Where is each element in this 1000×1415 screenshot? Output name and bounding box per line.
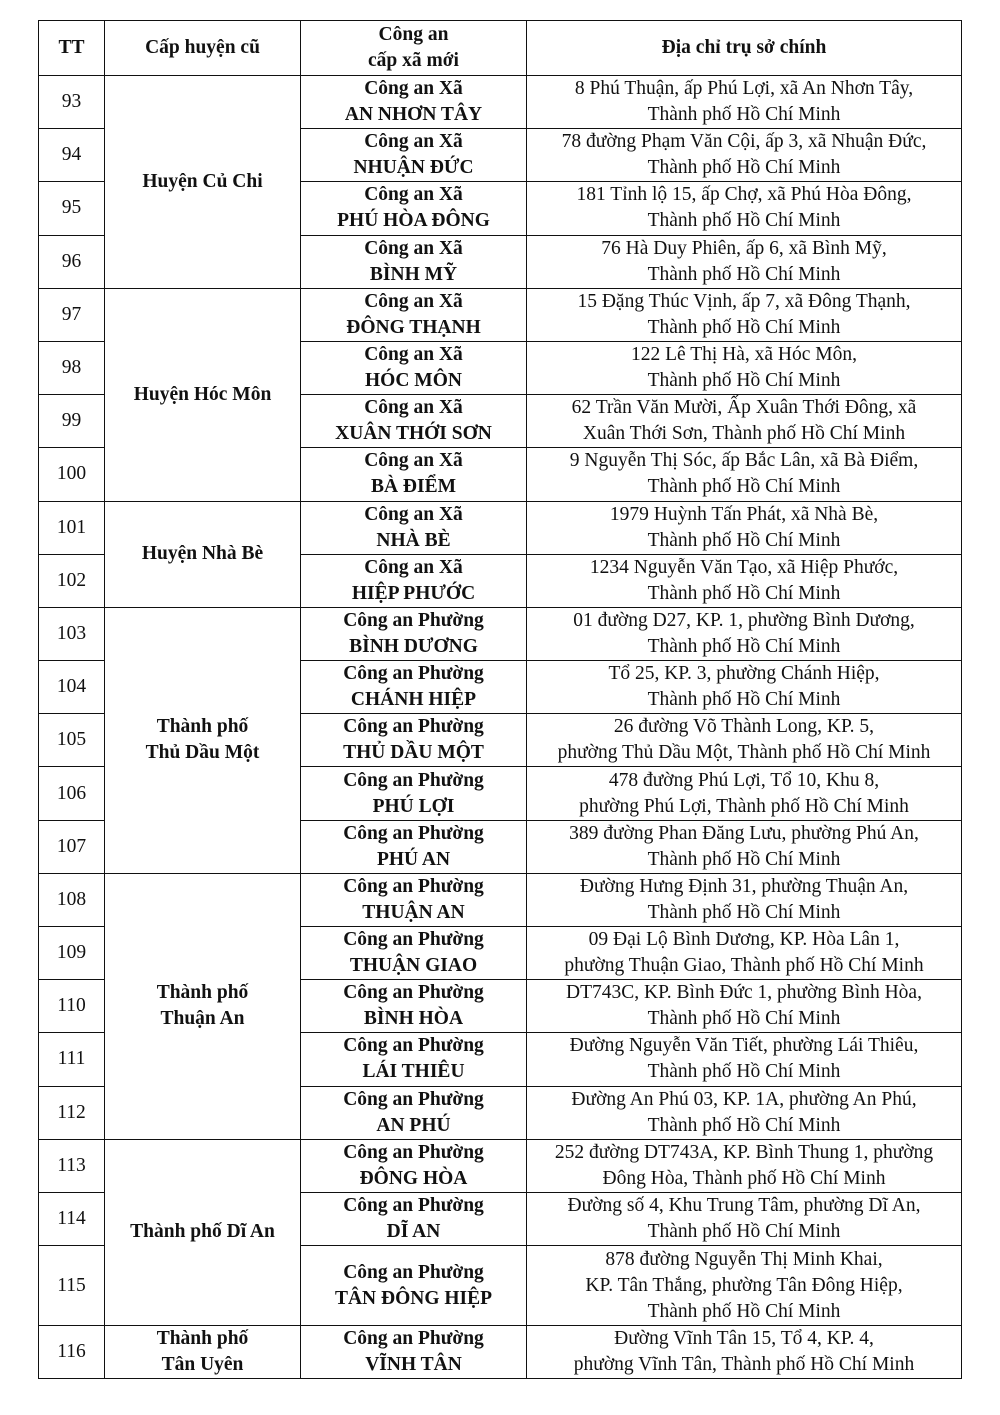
headquarters-address-line: 252 đường DT743A, KP. Bình Thung 1, phường bbox=[554, 1141, 934, 1163]
row-number: 101 bbox=[39, 501, 105, 554]
new-unit-name bbox=[301, 129, 527, 182]
headquarters-address bbox=[527, 1246, 962, 1326]
row-number: 100 bbox=[39, 448, 105, 501]
new-unit-name bbox=[301, 873, 527, 926]
table-row bbox=[39, 288, 962, 341]
headquarters-address-line: 76 Hà Duy Phiên, ấp 6, xã Bình Mỹ, bbox=[601, 237, 887, 259]
old-district-name-line: Huyện Hóc Môn bbox=[133, 383, 272, 405]
headquarters-address-line: 389 đường Phan Đăng Lưu, phường Phú An, bbox=[569, 822, 919, 844]
header-tt: TT bbox=[39, 21, 105, 76]
headquarters-address-line: Thành phố Hồ Chí Minh bbox=[647, 157, 841, 179]
new-unit-name-line: ĐÔNG HÒA bbox=[359, 1167, 468, 1189]
headquarters-address bbox=[527, 395, 962, 448]
new-unit-name bbox=[301, 76, 527, 129]
new-unit-name-line: AN PHÚ bbox=[376, 1114, 451, 1136]
headquarters-address-line: 62 Trần Văn Mười, Ấp Xuân Thới Đông, xã bbox=[571, 397, 917, 419]
police-units-table bbox=[38, 20, 962, 1379]
row-number: 106 bbox=[39, 767, 105, 820]
row-number: 98 bbox=[39, 341, 105, 394]
headquarters-address-line: 26 đường Võ Thành Long, KP. 5, bbox=[613, 716, 875, 738]
new-unit-name-line: BÌNH HÒA bbox=[363, 1008, 464, 1030]
row-number: 111 bbox=[39, 1033, 105, 1086]
old-district-name bbox=[105, 288, 301, 501]
headquarters-address-line: Đường Vĩnh Tân 15, Tổ 4, KP. 4, bbox=[614, 1328, 874, 1350]
old-district-name-line: Thành phố bbox=[156, 982, 249, 1004]
headquarters-address bbox=[527, 501, 962, 554]
headquarters-address-line: KP. Tân Thắng, phường Tân Đông Hiệp, bbox=[585, 1274, 903, 1296]
new-unit-name bbox=[301, 1246, 527, 1326]
headquarters-address bbox=[527, 76, 962, 129]
new-unit-name-line: Công an Phường bbox=[343, 769, 484, 791]
new-unit-name-line: Công an Xã bbox=[364, 78, 463, 100]
headquarters-address-line: 09 Đại Lộ Bình Dương, KP. Hòa Lân 1, bbox=[588, 929, 900, 951]
headquarters-address-line: Tổ 25, KP. 3, phường Chánh Hiệp, bbox=[608, 663, 880, 685]
new-unit-name-line: BÌNH DƯƠNG bbox=[349, 635, 478, 657]
new-unit-name-line: CHÁNH HIỆP bbox=[350, 689, 477, 711]
headquarters-address-line: Đường Hưng Định 31, phường Thuận An, bbox=[579, 875, 909, 897]
new-unit-name bbox=[301, 767, 527, 820]
table-row bbox=[39, 607, 962, 660]
headquarters-address-line: 78 đường Phạm Văn Cội, ấp 3, xã Nhuận Đức, bbox=[561, 131, 927, 153]
headquarters-address-line: Thành phố Hồ Chí Minh bbox=[647, 1008, 841, 1030]
headquarters-address-line: Thành phố Hồ Chí Minh bbox=[647, 901, 841, 923]
headquarters-address-line: Thành phố Hồ Chí Minh bbox=[647, 1114, 841, 1136]
row-number: 107 bbox=[39, 820, 105, 873]
new-unit-name-line: Công an Xã bbox=[364, 237, 463, 259]
headquarters-address-line: phường Vĩnh Tân, Thành phố Hồ Chí Minh bbox=[573, 1354, 915, 1376]
new-unit-name bbox=[301, 448, 527, 501]
headquarters-address-line: 9 Nguyễn Thị Sóc, ấp Bắc Lân, xã Bà Điểm, bbox=[569, 450, 919, 472]
new-unit-name-line: Công an Phường bbox=[343, 663, 484, 685]
headquarters-address-line: Thành phố Hồ Chí Minh bbox=[647, 689, 841, 711]
headquarters-address-line: 878 đường Nguyễn Thị Minh Khai, bbox=[605, 1248, 883, 1270]
new-unit-name-line: HÓC MÔN bbox=[365, 370, 462, 392]
new-unit-name bbox=[301, 607, 527, 660]
row-number: 102 bbox=[39, 554, 105, 607]
new-unit-name-line: Công an Phường bbox=[343, 982, 484, 1004]
headquarters-address-line: Thành phố Hồ Chí Minh bbox=[647, 1061, 841, 1083]
header-new-unit: Công an cấp xã mới bbox=[301, 21, 527, 76]
new-unit-name-line: DĨ AN bbox=[386, 1221, 441, 1243]
headquarters-address-line: 1979 Huỳnh Tấn Phát, xã Nhà Bè, bbox=[609, 503, 879, 525]
row-number: 103 bbox=[39, 607, 105, 660]
headquarters-address-line: 15 Đặng Thúc Vịnh, ấp 7, xã Đông Thạnh, bbox=[577, 290, 911, 312]
headquarters-address-line: phường Thuận Giao, Thành phố Hồ Chí Minh bbox=[564, 955, 924, 977]
header-row bbox=[39, 21, 962, 76]
old-district-name-line: Thành phố bbox=[156, 716, 249, 738]
headquarters-address bbox=[527, 980, 962, 1033]
new-unit-name-line: Công an Phường bbox=[343, 1035, 484, 1057]
old-district-name bbox=[105, 501, 301, 607]
headquarters-address bbox=[527, 661, 962, 714]
headquarters-address bbox=[527, 1139, 962, 1192]
row-number: 115 bbox=[39, 1246, 105, 1326]
old-district-name bbox=[105, 873, 301, 1139]
table-row bbox=[39, 1325, 962, 1378]
headquarters-address-line: Thành phố Hồ Chí Minh bbox=[647, 848, 841, 870]
new-unit-name-line: BÌNH MỸ bbox=[369, 263, 458, 285]
row-number: 93 bbox=[39, 76, 105, 129]
headquarters-address-line: 8 Phú Thuận, ấp Phú Lợi, xã An Nhơn Tây, bbox=[574, 78, 914, 100]
new-unit-name-line: BÀ ĐIỂM bbox=[370, 476, 457, 498]
headquarters-address-line: Thành phố Hồ Chí Minh bbox=[647, 1300, 841, 1322]
new-unit-name bbox=[301, 288, 527, 341]
table-row bbox=[39, 76, 962, 129]
row-number: 99 bbox=[39, 395, 105, 448]
new-unit-name-line: VĨNH TÂN bbox=[365, 1354, 462, 1376]
new-unit-name-line: AN NHƠN TÂY bbox=[344, 104, 483, 126]
new-unit-name-line: NHUẬN ĐỨC bbox=[353, 157, 474, 179]
new-unit-name-line: THUẬN GIAO bbox=[349, 955, 478, 977]
row-number: 97 bbox=[39, 288, 105, 341]
headquarters-address-line: Thành phố Hồ Chí Minh bbox=[647, 476, 841, 498]
row-number: 95 bbox=[39, 182, 105, 235]
headquarters-address bbox=[527, 1033, 962, 1086]
new-unit-name bbox=[301, 820, 527, 873]
headquarters-address-line: 122 Lê Thị Hà, xã Hóc Môn, bbox=[630, 344, 857, 366]
new-unit-name bbox=[301, 395, 527, 448]
headquarters-address-line: Đường số 4, Khu Trung Tâm, phường Dĩ An, bbox=[567, 1195, 921, 1217]
new-unit-name-line: Công an Phường bbox=[343, 1195, 484, 1217]
headquarters-address-line: Thành phố Hồ Chí Minh bbox=[647, 370, 841, 392]
new-unit-name-line: Công an Xã bbox=[364, 556, 463, 578]
headquarters-address bbox=[527, 607, 962, 660]
headquarters-address-line: Thành phố Hồ Chí Minh bbox=[647, 529, 841, 551]
header-address: Địa chỉ trụ sở chính bbox=[527, 21, 962, 76]
header-old-district: Cấp huyện cũ bbox=[105, 21, 301, 76]
new-unit-name bbox=[301, 1086, 527, 1139]
headquarters-address-line: Thành phố Hồ Chí Minh bbox=[647, 210, 841, 232]
headquarters-address bbox=[527, 235, 962, 288]
old-district-name bbox=[105, 1325, 301, 1378]
headquarters-address bbox=[527, 1192, 962, 1245]
new-unit-name bbox=[301, 501, 527, 554]
new-unit-name-line: Công an Phường bbox=[343, 822, 484, 844]
headquarters-address bbox=[527, 927, 962, 980]
new-unit-name-line: Công an Xã bbox=[364, 503, 463, 525]
headquarters-address-line: Đông Hòa, Thành phố Hồ Chí Minh bbox=[602, 1167, 886, 1189]
headquarters-address bbox=[527, 288, 962, 341]
headquarters-address-line: 1234 Nguyễn Văn Tạo, xã Hiệp Phước, bbox=[589, 556, 899, 578]
new-unit-name bbox=[301, 661, 527, 714]
headquarters-address bbox=[527, 448, 962, 501]
new-unit-name-line: Công an Phường bbox=[343, 1328, 484, 1350]
new-unit-name bbox=[301, 554, 527, 607]
new-unit-name-line: Công an Phường bbox=[343, 1088, 484, 1110]
row-number: 105 bbox=[39, 714, 105, 767]
new-unit-name-line: TÂN ĐÔNG HIỆP bbox=[334, 1287, 493, 1309]
headquarters-address-line: Thành phố Hồ Chí Minh bbox=[647, 104, 841, 126]
new-unit-name-line: THUẬN AN bbox=[362, 901, 465, 923]
headquarters-address bbox=[527, 820, 962, 873]
old-district-name-line: Thành phố bbox=[156, 1328, 249, 1350]
new-unit-name-line: Công an Phường bbox=[343, 1141, 484, 1163]
old-district-name-line: Huyện Nhà Bè bbox=[141, 543, 264, 565]
headquarters-address-line: Thành phố Hồ Chí Minh bbox=[647, 1221, 841, 1243]
new-unit-name bbox=[301, 1325, 527, 1378]
headquarters-address-line: Thành phố Hồ Chí Minh bbox=[647, 263, 841, 285]
new-unit-name-line: NHÀ BÈ bbox=[376, 529, 451, 551]
headquarters-address-line: Thành phố Hồ Chí Minh bbox=[647, 582, 841, 604]
row-number: 113 bbox=[39, 1139, 105, 1192]
new-unit-name bbox=[301, 1192, 527, 1245]
new-unit-name-line: Công an Xã bbox=[364, 184, 463, 206]
old-district-name-line: Thành phố Dĩ An bbox=[130, 1221, 275, 1243]
new-unit-name-line: Công an Xã bbox=[364, 290, 463, 312]
headquarters-address-line: Đường Nguyễn Văn Tiết, phường Lái Thiêu, bbox=[569, 1035, 919, 1057]
headquarters-address bbox=[527, 1086, 962, 1139]
headquarters-address bbox=[527, 1325, 962, 1378]
headquarters-address-line: phường Phú Lợi, Thành phố Hồ Chí Minh bbox=[579, 795, 909, 817]
row-number: 114 bbox=[39, 1192, 105, 1245]
row-number: 94 bbox=[39, 129, 105, 182]
headquarters-address bbox=[527, 341, 962, 394]
headquarters-address bbox=[527, 129, 962, 182]
table-row bbox=[39, 873, 962, 926]
new-unit-name-line: Công an Phường bbox=[343, 609, 484, 631]
new-unit-name bbox=[301, 235, 527, 288]
new-unit-name-line: Công an Phường bbox=[343, 875, 484, 897]
new-unit-name bbox=[301, 1033, 527, 1086]
new-unit-name bbox=[301, 714, 527, 767]
row-number: 112 bbox=[39, 1086, 105, 1139]
old-district-name-line: Tân Uyên bbox=[161, 1354, 244, 1376]
headquarters-address-line: phường Thủ Dầu Một, Thành phố Hồ Chí Minh bbox=[557, 742, 931, 764]
row-number: 110 bbox=[39, 980, 105, 1033]
new-unit-name bbox=[301, 341, 527, 394]
old-district-name bbox=[105, 76, 301, 289]
new-unit-name bbox=[301, 182, 527, 235]
new-unit-name-line: PHÚ AN bbox=[376, 848, 451, 870]
headquarters-address bbox=[527, 182, 962, 235]
new-unit-name bbox=[301, 980, 527, 1033]
row-number: 108 bbox=[39, 873, 105, 926]
table-row bbox=[39, 1139, 962, 1192]
headquarters-address-line: Thành phố Hồ Chí Minh bbox=[647, 635, 841, 657]
headquarters-address-line: 181 Tỉnh lộ 15, ấp Chợ, xã Phú Hòa Đông, bbox=[576, 184, 912, 206]
old-district-name-line: Thủ Dầu Một bbox=[145, 742, 260, 764]
row-number: 96 bbox=[39, 235, 105, 288]
table-row bbox=[39, 501, 962, 554]
new-unit-name-line: THỦ DẦU MỘT bbox=[343, 742, 484, 764]
new-unit-name-line: LÁI THIÊU bbox=[362, 1061, 465, 1083]
new-unit-name-line: ĐÔNG THẠNH bbox=[346, 316, 481, 338]
new-unit-name-line: XUÂN THỚI SƠN bbox=[335, 423, 492, 445]
new-unit-name-line: PHÚ LỢI bbox=[372, 795, 455, 817]
headquarters-address-line: Thành phố Hồ Chí Minh bbox=[647, 316, 841, 338]
new-unit-name-line: Công an Phường bbox=[343, 1261, 484, 1283]
new-unit-name-line: Công an Xã bbox=[364, 344, 463, 366]
new-unit-name-line: Công an Xã bbox=[364, 450, 463, 472]
old-district-name bbox=[105, 1139, 301, 1325]
new-unit-name bbox=[301, 927, 527, 980]
headquarters-address bbox=[527, 873, 962, 926]
table-body bbox=[39, 76, 962, 1379]
new-unit-name bbox=[301, 1139, 527, 1192]
old-district-name-line: Huyện Củ Chi bbox=[142, 170, 263, 192]
row-number: 109 bbox=[39, 927, 105, 980]
headquarters-address-line: Đường An Phú 03, KP. 1A, phường An Phú, bbox=[571, 1088, 917, 1110]
headquarters-address bbox=[527, 767, 962, 820]
old-district-name-line: Thuận An bbox=[160, 1008, 245, 1030]
table-header bbox=[39, 21, 962, 76]
headquarters-address-line: Xuân Thới Sơn, Thành phố Hồ Chí Minh bbox=[582, 423, 906, 445]
headquarters-address bbox=[527, 554, 962, 607]
row-number: 116 bbox=[39, 1325, 105, 1378]
row-number: 104 bbox=[39, 661, 105, 714]
old-district-name bbox=[105, 607, 301, 873]
new-unit-name-line: Công an Phường bbox=[343, 929, 484, 951]
new-unit-name-line: Công an Xã bbox=[364, 131, 463, 153]
new-unit-name-line: PHÚ HÒA ĐÔNG bbox=[337, 210, 490, 232]
headquarters-address bbox=[527, 714, 962, 767]
new-unit-name-line: Công an Phường bbox=[343, 716, 484, 738]
new-unit-name-line: Công an Xã bbox=[364, 397, 463, 419]
headquarters-address-line: 478 đường Phú Lợi, Tổ 10, Khu 8, bbox=[608, 769, 880, 791]
new-unit-name-line: HIỆP PHƯỚC bbox=[351, 582, 476, 604]
headquarters-address-line: 01 đường D27, KP. 1, phường Bình Dương, bbox=[573, 609, 915, 631]
headquarters-address-line: DT743C, KP. Bình Đức 1, phường Bình Hòa, bbox=[566, 982, 922, 1004]
